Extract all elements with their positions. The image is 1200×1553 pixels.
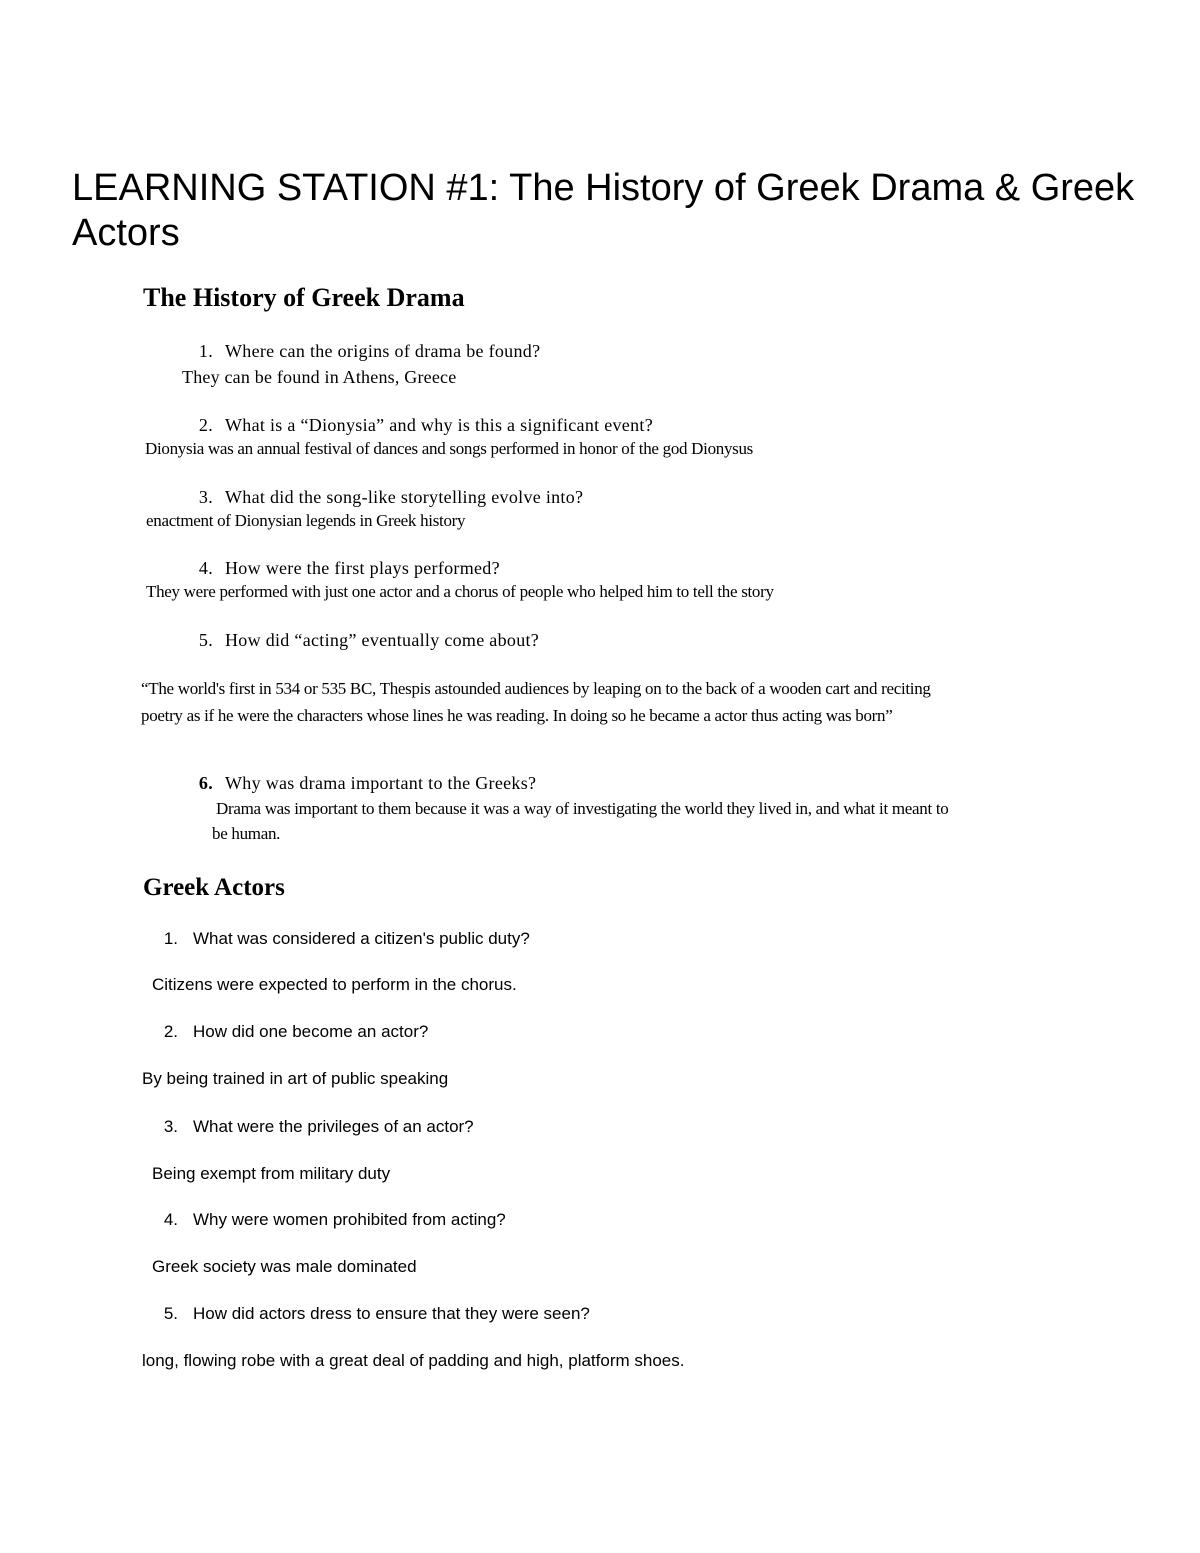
question-4 [178, 557, 500, 579]
answer-line: “The world's first in 534 or 535 BC, Thespis astounded audiences by leaping on to the back of a wooden cart and reciting [141, 679, 931, 698]
page-title-line-1: LEARNING STATION #1: The History of Greek Drama & Greek [72, 167, 1135, 209]
question-text: What were the privileges of an actor? [193, 1117, 474, 1136]
answer-line: poetry as if he were the characters whose lines he was reading. In doing so he became a actor thus acting was born” [141, 706, 893, 725]
question-6 [178, 772, 536, 794]
question-3 [178, 486, 583, 508]
answer-2: By being trained in art of public speaking [142, 1069, 449, 1088]
answer-line: Drama was important to them because it was a way of investigating the world they lived in, and what it meant to [216, 799, 949, 818]
question-text: What did the song-like storytelling evolve into? [225, 487, 584, 507]
answer-5: long, flowing robe with a great deal of padding and high, platform shoes. [142, 1351, 685, 1370]
section-heading-history: The History of Greek Drama [143, 283, 465, 312]
question-5 [178, 629, 539, 651]
question-1 [178, 340, 540, 362]
question-text: How did “acting” eventually come about? [225, 630, 540, 650]
page-title [72, 166, 1192, 256]
answer-3: enactment of Dionysian legends in Greek history [146, 511, 466, 530]
answer-1: They can be found in Athens, Greece [182, 367, 457, 387]
answer-4: They were performed with just one actor and a chorus of people who helped him to tell the story [146, 582, 774, 601]
question-number: 2. [198, 415, 213, 435]
answer-line: be human. [212, 824, 281, 843]
question-5 [160, 1303, 590, 1325]
section-heading-actors: Greek Actors [143, 874, 285, 901]
question-text: What was considered a citizen's public duty? [193, 929, 530, 948]
answer-6 [212, 796, 948, 846]
answer-3: Being exempt from military duty [152, 1164, 391, 1183]
question-text: What is a “Dionysia” and why is this a significant event? [225, 415, 653, 435]
question-number: 4. [163, 1210, 178, 1229]
question-number: 1. [163, 929, 178, 948]
question-number: 6. [198, 773, 213, 793]
answer-1: Citizens were expected to perform in the chorus. [152, 975, 517, 994]
page-title-line-2: Actors [72, 212, 180, 254]
question-text: How were the first plays performed? [225, 558, 500, 578]
question-text: How did actors dress to ensure that they were seen? [193, 1304, 590, 1323]
question-2 [178, 414, 653, 436]
question-2 [160, 1021, 428, 1043]
question-number: 5. [163, 1304, 178, 1323]
answer-2: Dionysia was an annual festival of dances and songs performed in honor of the god Dionysus [145, 439, 754, 458]
question-text: Why were women prohibited from acting? [193, 1210, 506, 1229]
question-text: Why was drama important to the Greeks? [225, 773, 537, 793]
question-number: 2. [163, 1022, 178, 1041]
question-number: 4. [198, 558, 213, 578]
question-1 [160, 928, 530, 950]
question-text: Where can the origins of drama be found? [225, 341, 541, 361]
question-4 [160, 1209, 506, 1231]
question-number: 3. [163, 1117, 178, 1136]
question-number: 5. [198, 630, 213, 650]
question-text: How did one become an actor? [193, 1022, 429, 1041]
question-number: 1. [198, 341, 213, 361]
question-3 [160, 1116, 474, 1138]
answer-5 [141, 675, 931, 729]
question-number: 3. [198, 487, 213, 507]
answer-4: Greek society was male dominated [152, 1257, 417, 1276]
